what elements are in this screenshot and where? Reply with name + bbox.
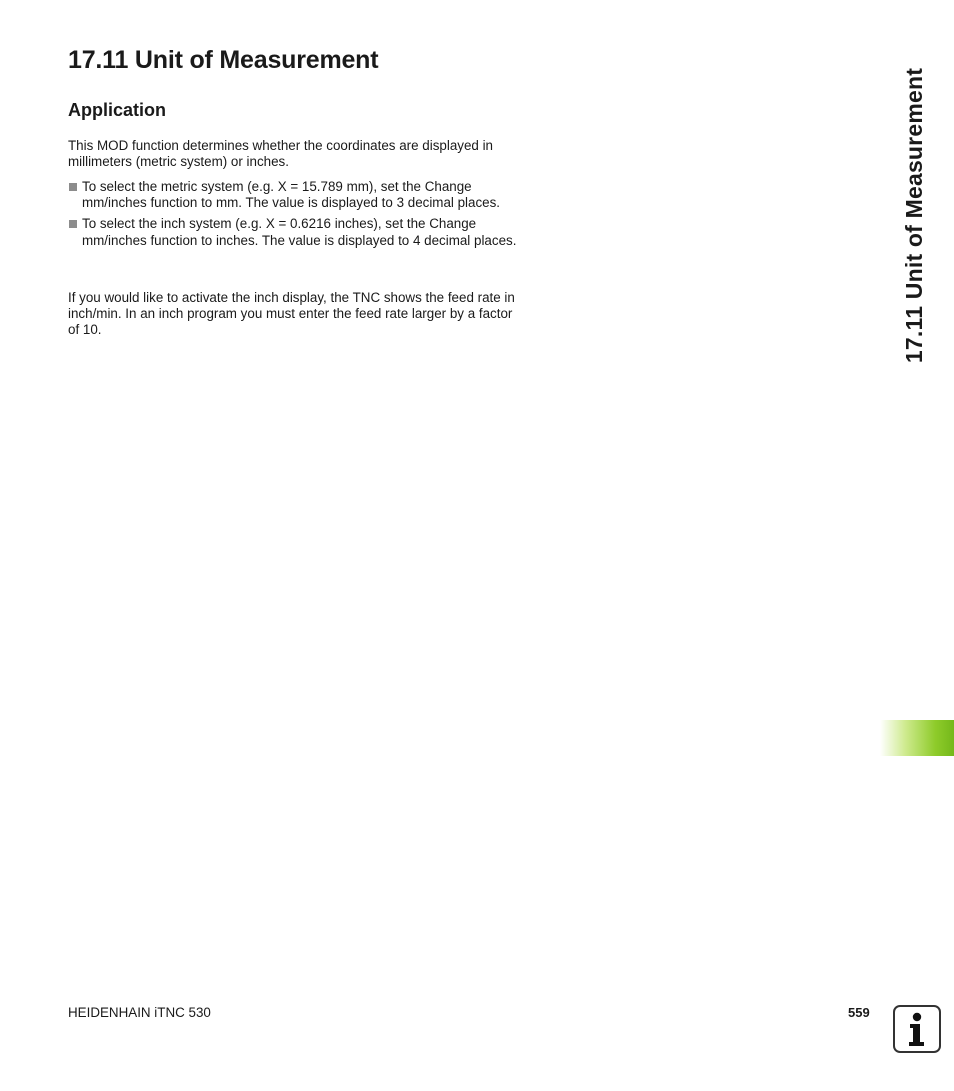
side-chapter-title xyxy=(895,52,935,378)
list-item-text: To select the metric system (e.g. X = 15.789 mm), set the Change mm/inches function to mm. The value is displayed to 3 decimal places. xyxy=(82,179,501,211)
chapter-thumb-tab xyxy=(880,720,954,756)
list-item xyxy=(68,216,518,248)
side-chapter-title-text: 17.11 Unit of Measurement xyxy=(901,67,928,363)
info-icon xyxy=(893,1005,941,1053)
square-bullet-icon xyxy=(69,183,77,191)
closing-paragraph: If you would like to activate the inch display, the TNC shows the feed rate in inch/min. In an inch program you must enter the feed rate larger by a factor of 10. xyxy=(68,290,515,338)
section-title: Application xyxy=(68,100,166,120)
intro-paragraph: This MOD function determines whether the coordinates are displayed in millimeters (metric system) or inches. xyxy=(68,138,493,170)
bullet-list xyxy=(68,179,518,254)
list-item-text: To select the inch system (e.g. X = 0.6216 inches), set the Change mm/inches function to inches. The value is displayed to 4 decimal places. xyxy=(82,216,517,248)
footer-manual-name: HEIDENHAIN iTNC 530 xyxy=(68,1005,211,1020)
chapter-title: 17.11 Unit of Measurement xyxy=(68,46,379,74)
square-bullet-icon xyxy=(69,220,77,228)
list-item xyxy=(68,179,518,211)
info-glyph xyxy=(895,1007,939,1051)
page-number: 559 xyxy=(848,1005,870,1020)
